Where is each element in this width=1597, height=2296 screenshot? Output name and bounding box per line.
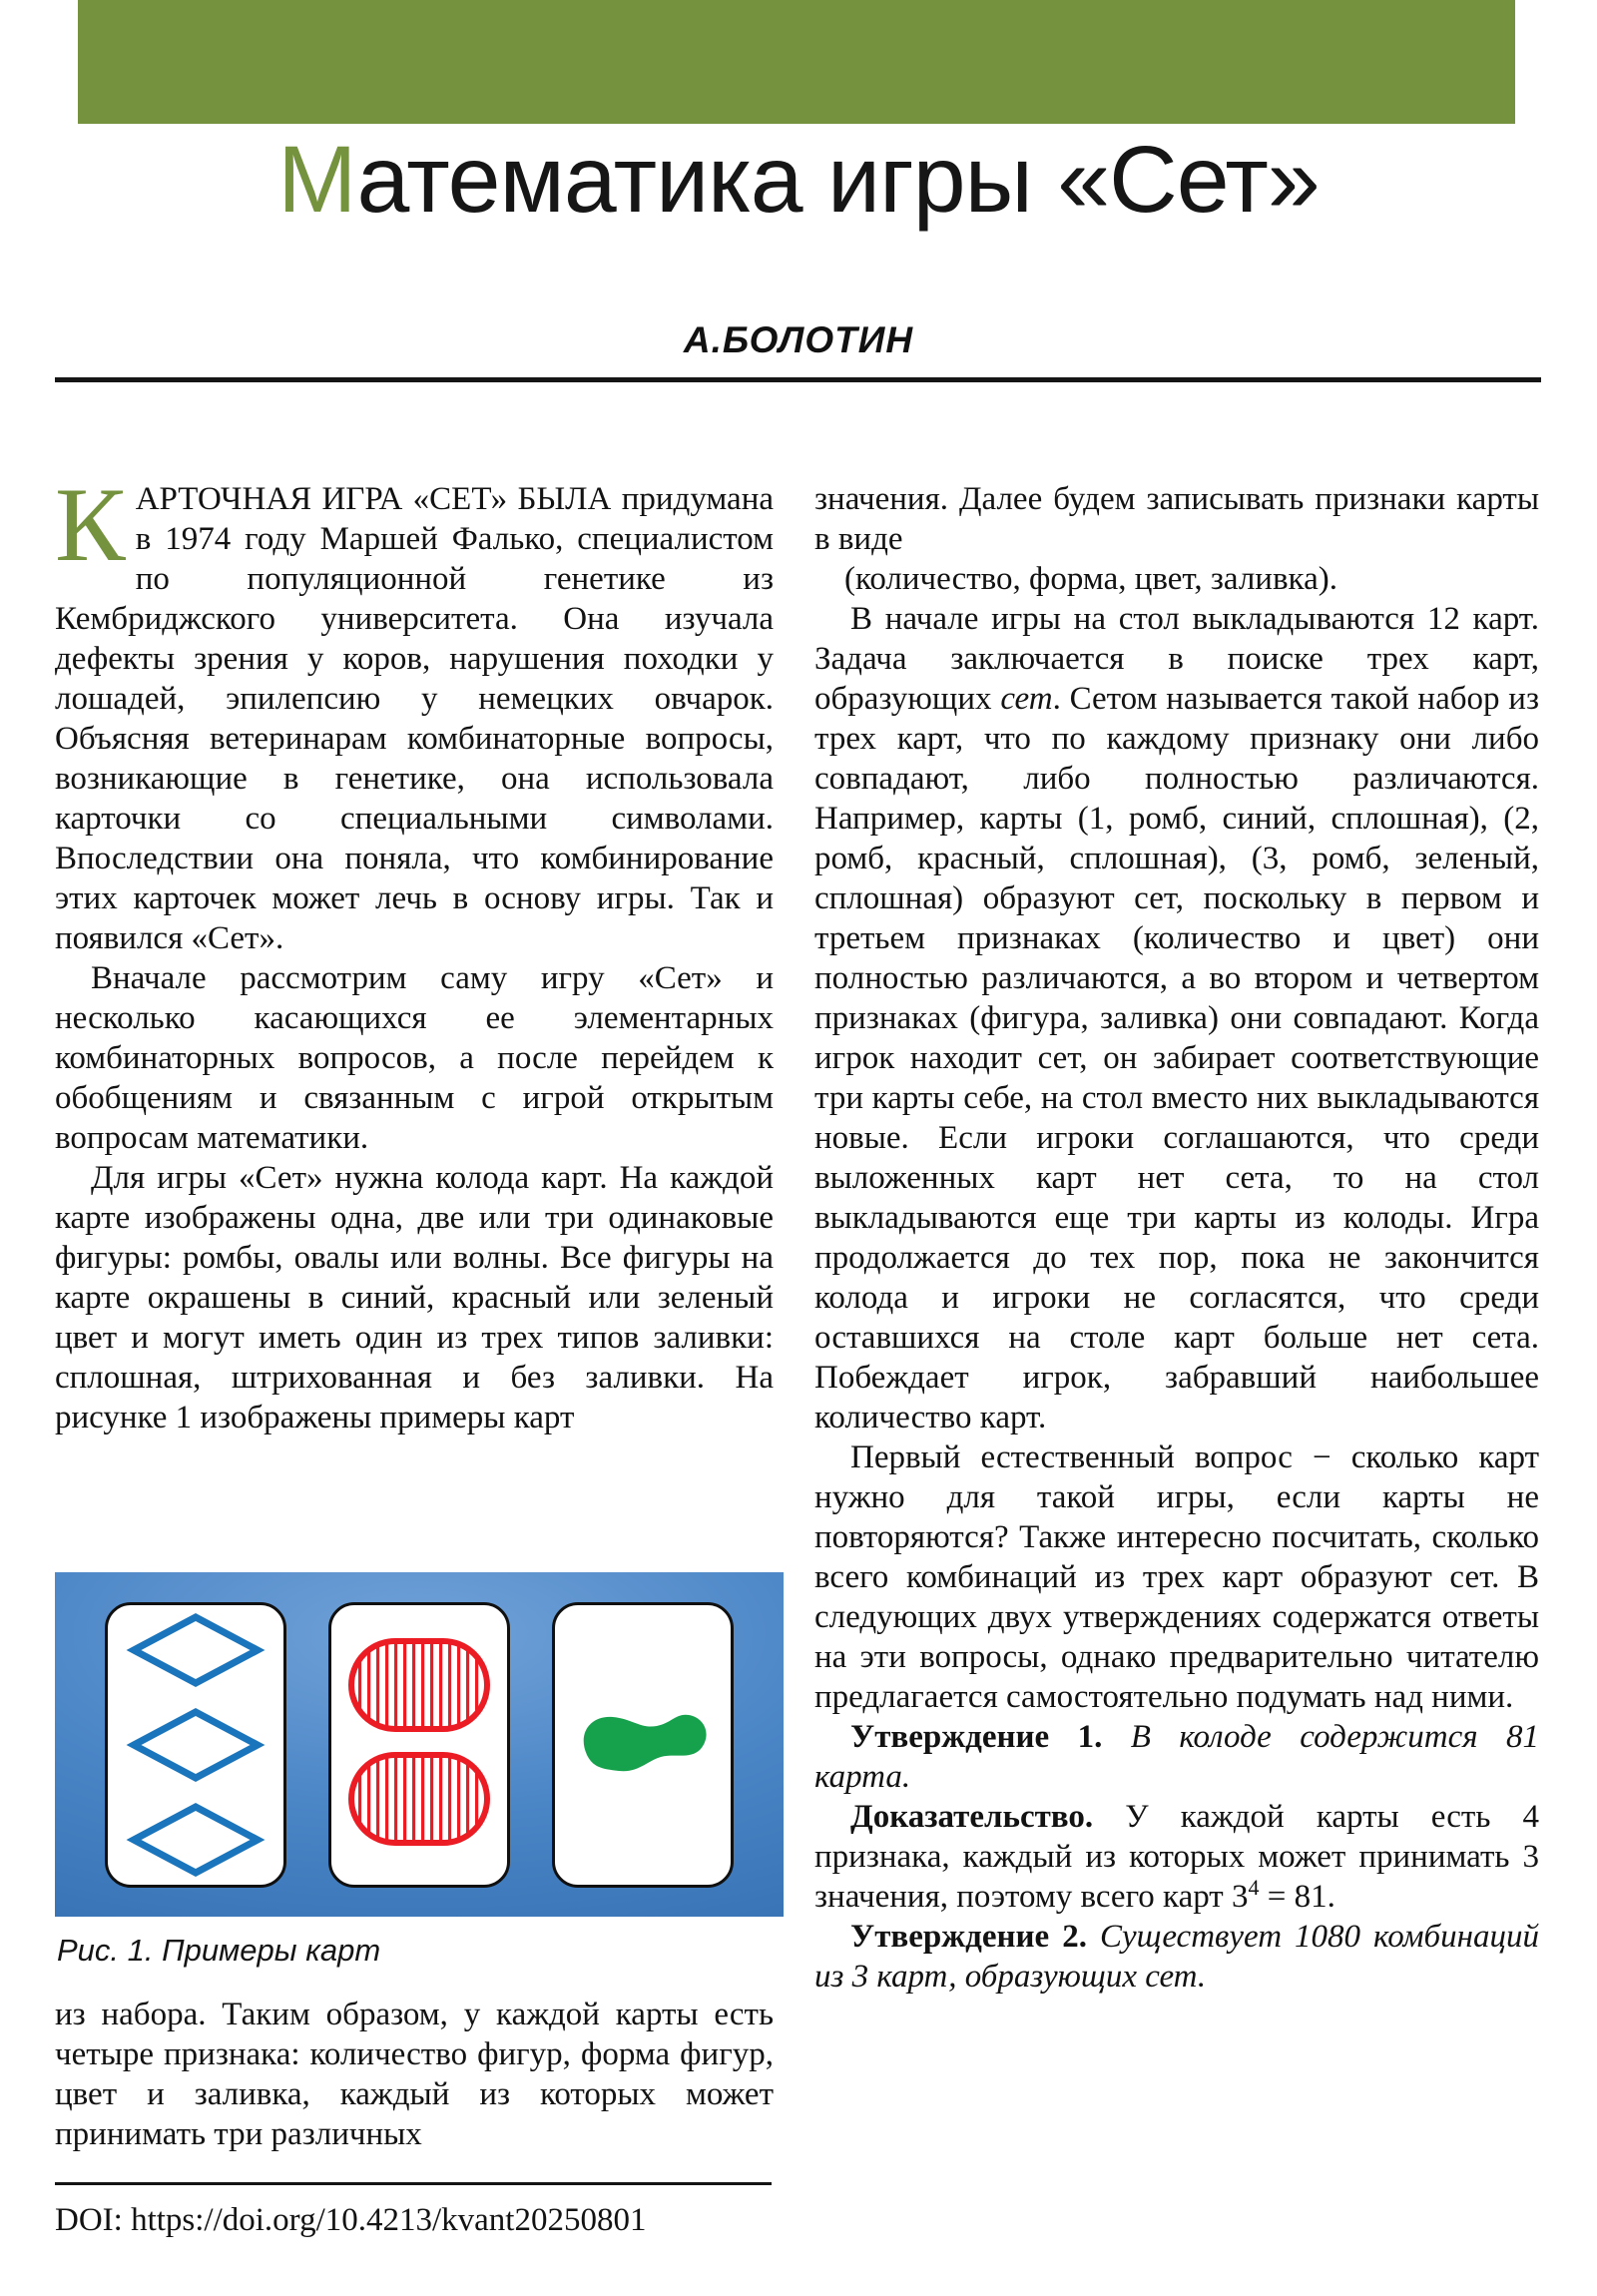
set-card-three-blue-diamonds [105, 1602, 286, 1888]
green-wave-shape-icon [555, 1605, 731, 1885]
author-divider-rule [55, 377, 1541, 382]
set-card-two-red-striped-ovals [328, 1602, 510, 1888]
proof-text-end: = 81. [1259, 1879, 1335, 1915]
proof-exponent: 4 [1248, 1875, 1260, 1900]
statement-2-text: Существует 1080 комбинаций из 3 карт, образующих сет. [814, 1919, 1539, 1995]
paragraph-intro [55, 479, 774, 958]
right-column-text [814, 479, 1539, 2168]
dropcap-letter: К [55, 479, 126, 583]
rules-set-word-italic: сет [1000, 681, 1053, 717]
paragraph-intro-caps: АРТОЧНАЯ ИГРА «СЕТ» БЫЛА [135, 481, 612, 517]
doi-label: DOI: [55, 2202, 123, 2238]
footnote-divider-rule [55, 2182, 772, 2185]
paragraph-intro-rest: придумана в 1974 году Маршей Фалько, специалистом по популяционной генетике из Кембриджского университета. Она изучала дефекты зрения у коров, нарушения походки у лошадей, эпилепсию у немецких овчарок. Объясняя ветеринарам комбинаторные вопросы, возникающие в генетике, она использовала карточки со специальными символами. Впоследствии она поняла, что комбинирование этих карточек может лечь в основу игры. Так и появился «Сет». [55, 481, 774, 956]
statement-2-label: Утверждение 2. [850, 1919, 1087, 1955]
proof-label: Доказательство. [850, 1799, 1094, 1835]
proof [814, 1797, 1539, 1917]
paragraph-natural-questions: Первый естественный вопрос − сколько карт нужно для такой игры, если карты не повторяются? Также интересно посчитать, сколько всего комбинаций из трех карт образуют сет. В следующих двух утверждениях содержатся ответы на эти вопросы, однако предварительно читателю предлагается самостоятельно подумать над ними. [814, 1439, 1539, 1715]
author-name: А.БОЛОТИН [683, 319, 914, 360]
set-card-one-green-wave [552, 1602, 734, 1888]
rules-text-before: В начале игры на стол выкладываются 12 карт. Задача заключается в поиске трех карт, образующих [814, 601, 1539, 717]
doi-url-link[interactable]: https://doi.org/10.4213/kvant20250801 [131, 2202, 647, 2238]
header-green-bar [78, 0, 1515, 124]
paragraph-game-rules [814, 599, 1539, 1437]
attribute-tuple-formula: (количество, форма, цвет, заливка). [844, 561, 1337, 597]
statement-1-label: Утверждение 1. [850, 1719, 1103, 1755]
left-column-text-continued [55, 1995, 774, 2174]
left-column-text [55, 479, 774, 1565]
title-rest: атематика игры «Сет» [356, 127, 1320, 233]
statement-1 [814, 1717, 1539, 1797]
statement-1-text: В колоде содержится 81 карта. [814, 1719, 1539, 1795]
paragraph-overview: Вначале рассмотрим саму игру «Сет» и несколько касающихся ее элементарных комбинаторных вопросов, а после перейдем к обобщениям и связанным с игрой открытым вопросам математики. [55, 960, 774, 1156]
paragraph-values-continued: значения. Далее будем записывать признаки карты в виде [814, 481, 1539, 557]
rules-text-after: . Сетом называется такой набор из трех карт, что по каждому признаку они либо совпадают, либо полностью различаются. Например, карты (1, ромб, синий, сплошная), (2, ромб, красный, сплошная), (3, ромб, зеленый, сплошная) образуют сет, поскольку в первом и третьем признаках (количество и цвет) они полностью различаются, а во втором и четвертом признаках (фигура, заливка) они совпадают. Когда игрок находит сет, он забирает соответствующие три карты себе, на стол вместо них выкладываются новые. Если игроки соглашаются, что среди выложенных карт нет сета, то на стол выкладываются еще три карты из колоды. Игра продолжается до тех пор, пока не закончится колода и игроки не согласятся, что среди оставшихся на столе карт больше нет сета. Побеждает игрок, забравший наибольшее количество карт. [814, 681, 1539, 1435]
statement-2 [814, 1917, 1539, 1997]
doi-line [55, 2202, 813, 2239]
paragraph-deck-description: Для игры «Сет» нужна колода карт. На каждой карте изображены одна, две или три одинаковые фигуры: ромбы, овалы или волны. Все фигуры на карте окрашены в синий, красный или зеленый цвет и могут иметь один из трех типов заливки: сплошная, штрихованная и без заливки. На рисунке 1 изображены примеры карт [55, 1160, 774, 1435]
page-title [0, 126, 1597, 234]
proof-text: У каждой карты есть 4 признака, каждый из которых может принимать 3 значения, поэтому всего карт 3 [814, 1799, 1539, 1915]
blue-diamond-shapes-icon [108, 1605, 283, 1885]
figure-1-set-cards [55, 1572, 784, 1917]
paragraph-four-attributes: из набора. Таким образом, у каждой карты есть четыре признака: количество фигур, форма фигур, цвет и заливка, каждый из которых может принимать три различных [55, 1997, 774, 2152]
figure-1-caption: Рис. 1. Примеры карт [57, 1933, 381, 1968]
red-striped-oval-shapes-icon [331, 1605, 507, 1885]
title-initial-letter: М [277, 127, 357, 233]
